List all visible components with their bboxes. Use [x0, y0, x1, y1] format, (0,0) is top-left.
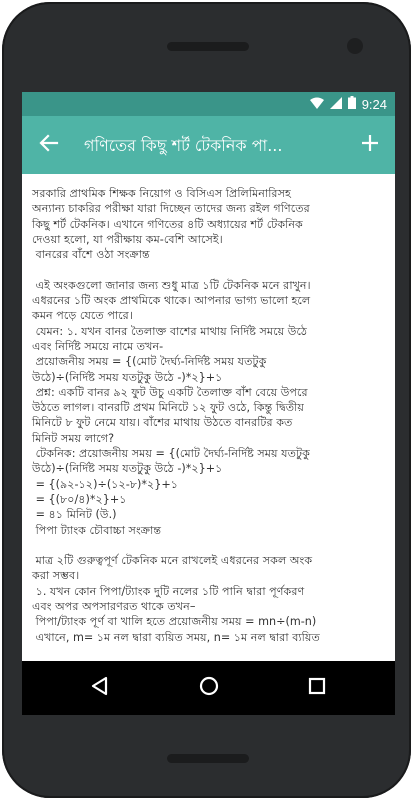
- screen: [22, 92, 395, 715]
- page-title: গণিতের কিছু শর্ট টেকনিক পা...: [84, 136, 283, 155]
- app-bar: [22, 116, 395, 174]
- nav-home-button[interactable]: [194, 673, 224, 703]
- square-recents-icon: [308, 677, 326, 699]
- wifi-icon: [310, 97, 324, 112]
- status-icons: [310, 95, 387, 113]
- article-text: সরকারি প্রাথমিক শিক্ষক নিয়োগ ও বিসিএস প্রিলিমিনারিসহ অন্যান্য চাকরির পরীক্ষা যারা দিচ্ছেন তাদের জন্য রইল গণিতের কিছু শর্ট টেকনিক। এখানে গণিতের ৪টি অধ্যায়ের শর্ট টেকনিক দেওয়া হলো, যা পরীক্ষায় কম-বেশি আসেই। বানরের বাঁশে ওঠা সংক্রান্ত এই অংকগুলো জানার জন্য শুধু মাত্র ১টি টেকনিক মনে রাখুন। এধরনের ১টি অংক প্রাথমিকে থাকে। আপনার ভাগ্য ভালো হলে কমন পড়ে যেতে পারে। যেমন: ১. যখন বানর তৈলাক্ত বাশের মাথায় নির্দিষ্ট সময়ে উঠে এবং নির্দিষ্ট সময়ে নামে তখন- প্রয়োজনীয় সময় = {(মোট দৈর্ঘ্য-নির্দিষ্ট সময় যতটুকু উঠে)÷(নির্দিষ্ট সময় যতটুকু উঠে -)*২}+১ প্রশ্ন: একটি বানর ৯২ ফুট উচু একটি তৈলাক্ত বাঁশ বেয়ে উপরে উঠতে লাগল। বানরটি প্রথম মিনিটে ১২ ফুট ওঠে, কিন্তু দ্বিতীয় মিনিটে ৮ ফুট নেমে যায়। বাঁশের মাথায় উঠতে বানরটির কত মিনিট সময় লাগে? টেকনিক: প্রয়োজনীয় সময় = {(মোট দৈর্ঘ্য-নির্দিষ্ট সময় যতটুকু উঠে)÷(নির্দিষ্ট সময় যতটুকু উঠে -)*২}+১ = {(৯২-১২)÷(১২-৮)*২}+১ = {(৮০/৪)*২}+১ = ৪১ মিনিট (উ.) পিপা ট্যাংক চৌবাচ্চা সংক্রান্ত মাত্র ২টি গুরুত্বপূর্ণ টেকনিক মনে রাখলেই এধরনের সকল অংক করা সম্ভব। ১. যখন কোন পিপা/ট্যাংক দুটি নলের ১টি পানি দ্বারা পূর্ণকরণ এবং অপর অপসারণরত থাকে তখন– পিপা/ট্যাংক পূর্ণ বা খালি হতে প্রয়োজনীয় সময় = mn÷(m-n) এখানে, m= ১ম নল দ্বারা ব্যয়িত সময়, n= ১ম নল দ্বারা ব্যয়িত: [32, 187, 320, 644]
- front-camera: [347, 38, 363, 54]
- status-time: 9:24: [361, 96, 387, 112]
- earpiece-speaker: [167, 42, 249, 51]
- article-scroll-area[interactable]: [22, 174, 395, 661]
- nav-recents-button[interactable]: [302, 673, 332, 703]
- phone-frame: [2, 2, 411, 798]
- circle-home-icon: [199, 676, 219, 700]
- back-button[interactable]: [32, 128, 66, 162]
- signal-icon: [330, 97, 342, 112]
- triangle-back-icon: [90, 676, 108, 700]
- battery-icon: [348, 96, 356, 112]
- arrow-left-icon: [39, 133, 59, 157]
- nav-back-button[interactable]: [84, 673, 114, 703]
- system-nav-bar: [22, 661, 395, 715]
- add-button[interactable]: [353, 128, 387, 162]
- status-bar: [22, 92, 395, 116]
- bottom-speaker: [167, 754, 249, 763]
- plus-icon: [360, 133, 380, 157]
